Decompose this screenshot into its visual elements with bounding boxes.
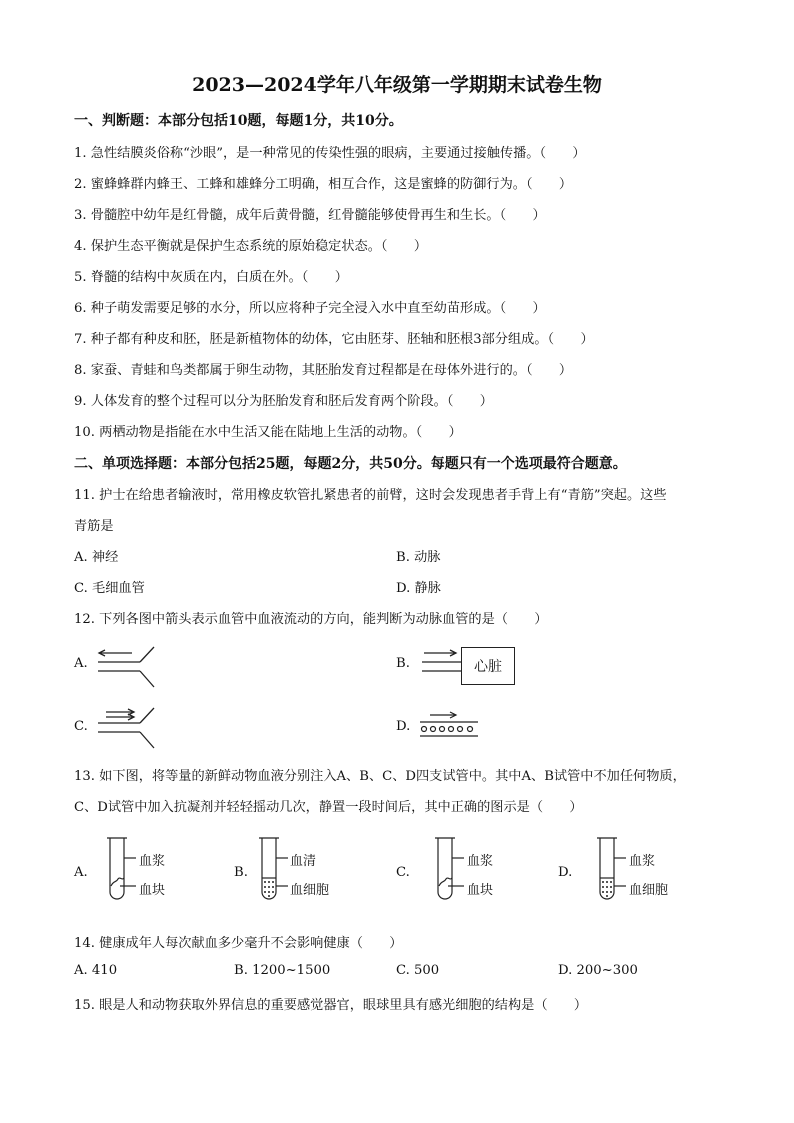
judgment-question-1: 1. 急性结膜炎俗称“沙眼”，是一种常见的传染性强的眼病，主要通过接触传播。（ ）: [74, 146, 586, 161]
section-heading-judgment: 一、判断题：本部分包括10题，每题1分，共10分。: [74, 113, 403, 129]
q14-option-b: B. 1200~1500: [234, 963, 331, 978]
q14-option-c: C. 500: [396, 963, 440, 978]
q12-label-a: A.: [74, 656, 88, 671]
judgment-question-4: 4. 保护生态平衡就是保护生态系统的原始稳定状态。（ ）: [74, 239, 428, 254]
q11-option-c: C. 毛细血管: [74, 581, 145, 596]
q12-heart-box: 心脏: [461, 647, 515, 685]
q13-label-b: B.: [234, 865, 248, 880]
q12-diagram-c: [96, 706, 160, 750]
judgment-question-8: 8. 家蚕、青蛙和鸟类都属于卵生动物，其胚胎发育过程都是在母体外进行的。（ ）: [74, 363, 573, 378]
q12-diagram-d: [418, 710, 482, 740]
q13-a-bottom-label: 血块: [139, 883, 166, 898]
question-15-stem: 15. 眼是人和动物获取外界信息的重要感觉器官，眼球里具有感光细胞的结构是（ ）: [74, 998, 588, 1013]
section-heading-choice: 二、单项选择题：本部分包括25题，每题2分，共50分。每题只有一个选项最符合题意。: [74, 456, 627, 472]
q11-option-d: D. 静脉: [396, 581, 441, 596]
q11-option-a: A. 神经: [74, 550, 119, 565]
judgment-question-5: 5. 脊髓的结构中灰质在内，白质在外。（ ）: [74, 270, 348, 285]
q11-option-b: B. 动脉: [396, 550, 441, 565]
q13-d-bottom-label: 血细胞: [629, 883, 669, 898]
q14-option-a: A. 410: [74, 963, 118, 978]
q13-b-bottom-label: 血细胞: [290, 883, 330, 898]
judgment-question-6: 6. 种子萌发需要足够的水分，所以应将种子完全浸入水中直至幼苗形成。（ ）: [74, 301, 546, 316]
question-13-line1: 13. 如下图，将等量的新鲜动物血液分别注入A、B、C、D四支试管中。其中A、B试管中不加任何物质，: [74, 769, 686, 784]
judgment-question-7: 7. 种子都有种皮和胚，胚是新植物体的幼体，它由胚芽、胚轴和胚根3部分组成。（ ）: [74, 332, 594, 347]
question-11-line2: 青筋是: [74, 519, 114, 534]
q12-label-d: D.: [396, 719, 411, 734]
q13-label-a: A.: [74, 865, 88, 880]
question-12-stem: 12. 下列各图中箭头表示血管中血液流动的方向，能判断为动脉血管的是（ ）: [74, 612, 548, 627]
q12-label-c: C.: [74, 719, 88, 734]
question-14-stem: 14. 健康成年人每次献血多少毫升不会影响健康（ ）: [74, 936, 403, 951]
q14-option-d: D. 200~300: [558, 963, 638, 978]
q13-d-top-label: 血浆: [629, 854, 656, 869]
judgment-question-2: 2. 蜜蜂蜂群内蜂王、工蜂和雄蜂分工明确，相互合作，这是蜜蜂的防御行为。（ ）: [74, 177, 573, 192]
q12-diagram-a: [96, 645, 160, 689]
judgment-question-9: 9. 人体发育的整个过程可以分为胚胎发育和胚后发育两个阶段。（ ）: [74, 394, 493, 409]
q12-label-b: B.: [396, 656, 410, 671]
judgment-question-3: 3. 骨髓腔中幼年是红骨髓，成年后黄骨髓，红骨髓能够使骨再生和生长。（ ）: [74, 208, 546, 223]
q13-a-top-label: 血浆: [139, 854, 166, 869]
question-11-line1: 11. 护士在给患者输液时，常用橡皮软管扎紧患者的前臂，这时会发现患者手背上有“青筋”突起。这些: [74, 488, 667, 503]
q12-diagram-b: [420, 645, 464, 689]
q13-label-d: D.: [558, 865, 573, 880]
q13-c-bottom-label: 血块: [467, 883, 494, 898]
question-13-line2: C、D试管中加入抗凝剂并轻轻摇动几次，静置一段时间后，其中正确的图示是（ ）: [74, 800, 583, 815]
q13-c-top-label: 血浆: [467, 854, 494, 869]
judgment-question-10: 10. 两栖动物是指能在水中生活又能在陆地上生活的动物。（ ）: [74, 425, 462, 440]
page-title: 2023—2024学年八年级第一学期期末试卷生物: [192, 74, 602, 96]
q13-b-top-label: 血清: [290, 854, 317, 869]
q13-label-c: C.: [396, 865, 410, 880]
